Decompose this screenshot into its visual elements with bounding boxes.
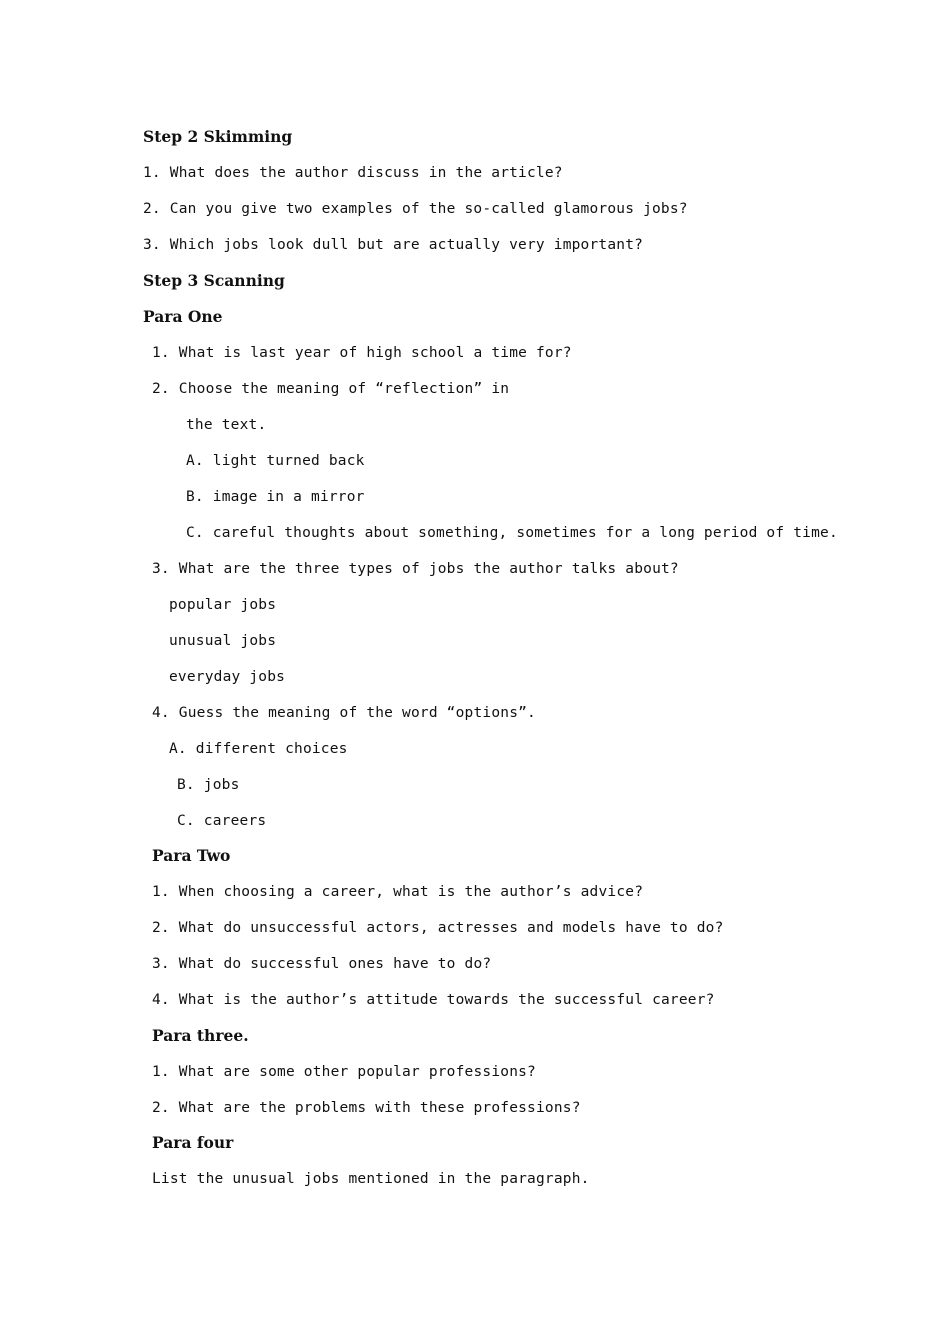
- para-one-q2-option-c: C. careful thoughts about something, sometimes for a long period of time.: [186, 525, 838, 541]
- para-one-question-3: 3. What are the three types of jobs the author talks about?: [152, 561, 679, 577]
- para-one-question-4: 4. Guess the meaning of the word “options”.: [152, 705, 536, 721]
- step2-question-1: 1. What does the author discuss in the article?: [143, 165, 563, 181]
- para-two-question-4: 4. What is the author’s attitude towards the successful career?: [152, 992, 715, 1008]
- para-two-question-1: 1. When choosing a career, what is the author’s advice?: [152, 884, 644, 900]
- step2-question-3: 3. Which jobs look dull but are actually very important?: [143, 237, 644, 253]
- para-one-question-2: 2. Choose the meaning of “reflection” in: [152, 381, 510, 397]
- para-one-q3-answer-1: popular jobs: [169, 597, 277, 613]
- para-four-text: List the unusual jobs mentioned in the paragraph.: [152, 1171, 590, 1187]
- para-one-q2-option-a: A. light turned back: [186, 453, 365, 469]
- para-one-q2-option-b: B. image in a mirror: [186, 489, 365, 505]
- para-three-heading: Para three.: [152, 1026, 249, 1045]
- para-one-heading: Para One: [143, 307, 223, 326]
- para-one-q4-option-b: B. jobs: [177, 777, 240, 793]
- para-one-question-2-cont: the text.: [186, 417, 267, 433]
- para-one-q4-option-a: A. different choices: [169, 741, 348, 757]
- step3-heading: Step 3 Scanning: [143, 271, 285, 290]
- para-three-question-2: 2. What are the problems with these professions?: [152, 1100, 581, 1116]
- para-one-question-1: 1. What is last year of high school a time for?: [152, 345, 572, 361]
- para-one-q4-option-c: C. careers: [177, 813, 267, 829]
- para-two-question-3: 3. What do successful ones have to do?: [152, 956, 492, 972]
- step2-heading: Step 2 Skimming: [143, 127, 293, 146]
- para-two-heading: Para Two: [152, 846, 231, 865]
- para-one-q3-answer-3: everyday jobs: [169, 669, 286, 685]
- step2-question-2: 2. Can you give two examples of the so-called glamorous jobs?: [143, 201, 688, 217]
- para-three-question-1: 1. What are some other popular professions?: [152, 1064, 536, 1080]
- para-four-heading: Para four: [152, 1133, 234, 1152]
- para-one-q3-answer-2: unusual jobs: [169, 633, 277, 649]
- para-two-question-2: 2. What do unsuccessful actors, actresses and models have to do?: [152, 920, 724, 936]
